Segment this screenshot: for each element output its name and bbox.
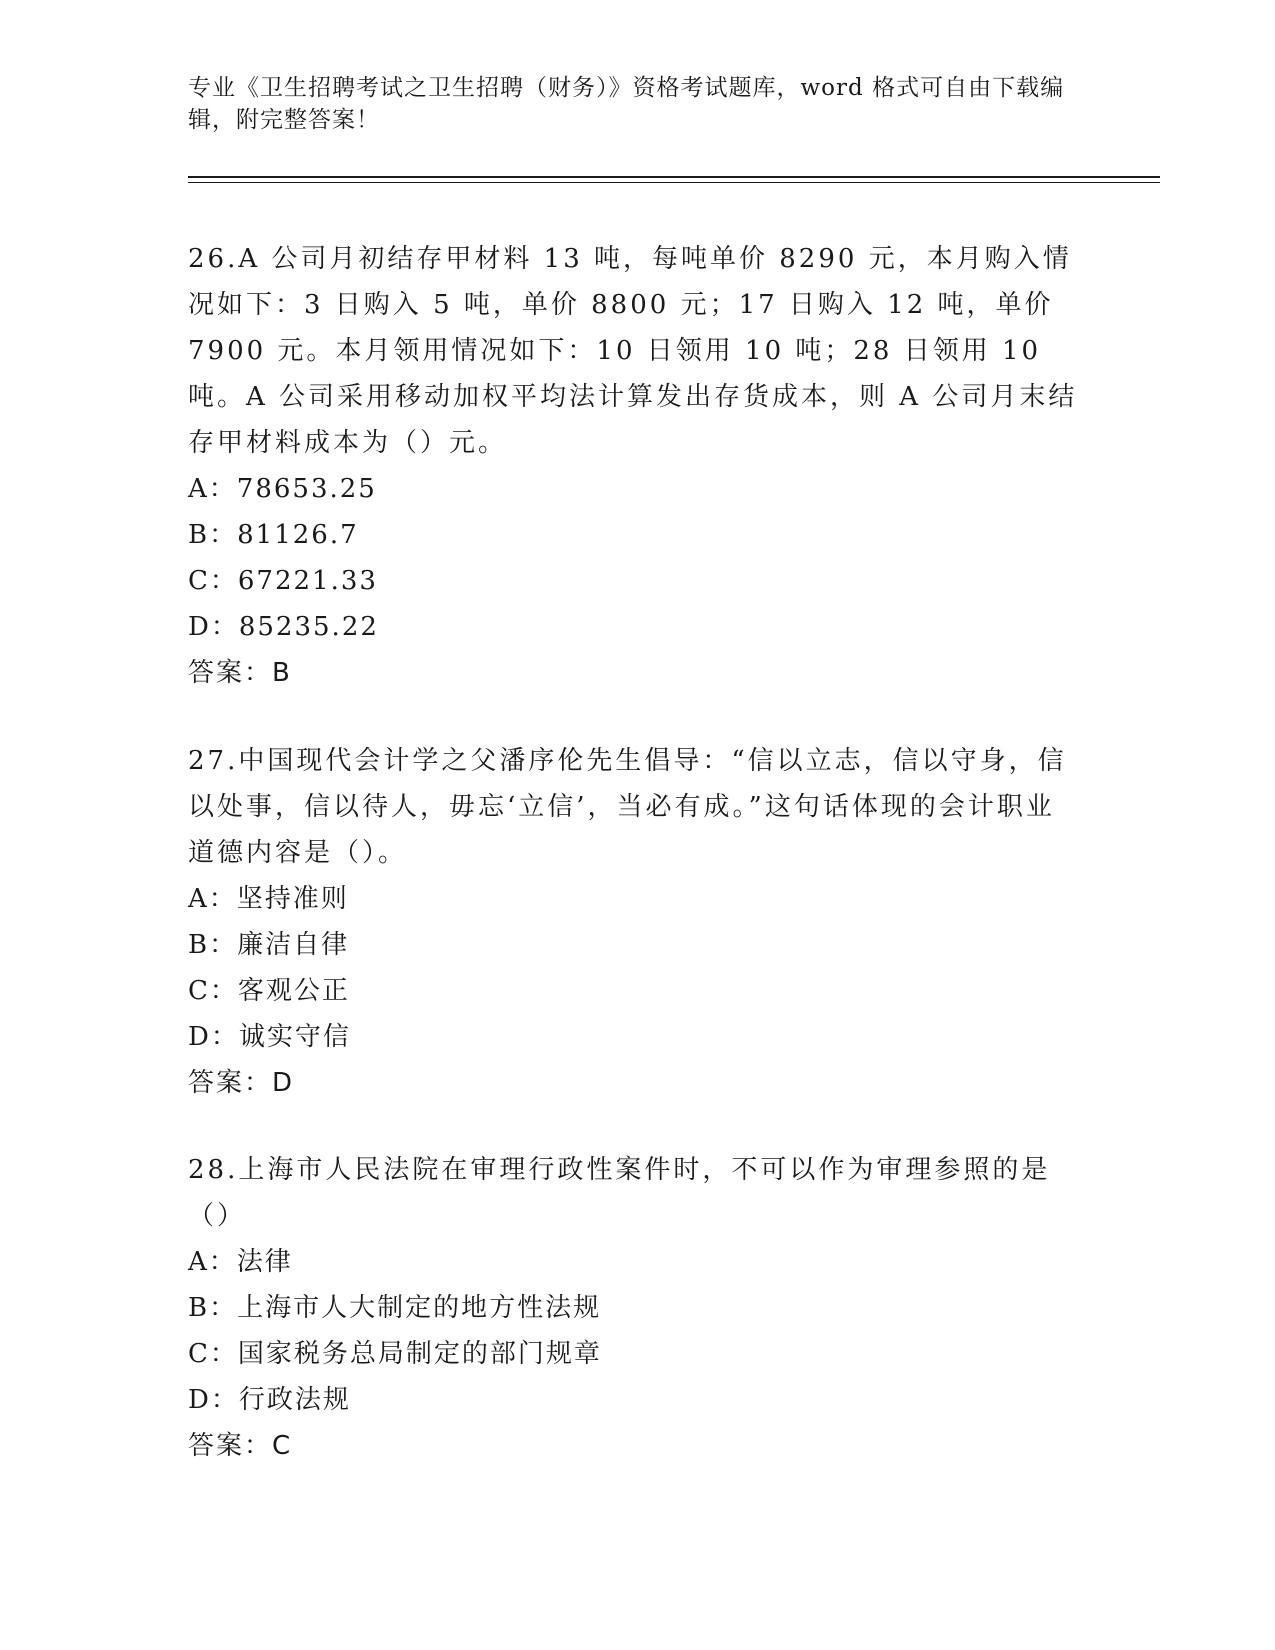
question-stem: 28.上海市人民法院在审理行政性案件时，不可以作为审理参照的是（） [188,1155,1051,1231]
option-d: D：85235.22 [188,612,379,642]
option-a: A：法律 [188,1247,293,1277]
question-stem: 27.中国现代会计学之父潘序伦先生倡导：“信以立志，信以守身，信以处事，信以待人，毋忘‘立信’，当必有成。”这句话体现的会计职业道德内容是（）。 [188,746,1067,868]
question-28 [188,1147,1078,1469]
option-d: D：诚实守信 [188,1022,351,1052]
option-a: A：坚持准则 [188,884,349,914]
header-divider-top [188,176,1160,178]
option-b: B：廉洁自律 [188,930,350,960]
option-d: D：行政法规 [188,1385,351,1415]
header-divider-bottom [188,182,1160,183]
question-27 [188,738,1078,1106]
option-c: C：国家税务总局制定的部门规章 [188,1339,602,1369]
answer-line: 答案：B [188,658,292,688]
option-c: C：67221.33 [188,566,378,596]
option-b: B：81126.7 [188,520,359,550]
option-b: B：上海市人大制定的地方性法规 [188,1293,602,1323]
answer-line: 答案：D [188,1068,295,1098]
answer-line: 答案：C [188,1431,293,1461]
question-26 [188,236,1078,696]
option-a: A：78653.25 [188,474,377,504]
question-stem: 26.A 公司月初结存甲材料 13 吨，每吨单价 8290 元，本月购入情况如下：3 日购入 5 吨，单价 8800 元；17 日购入 12 吨，单价 7900 元。本月领用情况如下：10 日领用 10 吨；28 日领用 10 吨。A 公司采用移动加权平均法计算发出存货成本，则 A 公司月末结存甲材料成本为（）元。 [188,244,1078,458]
document-header: 专业《卫生招聘考试之卫生招聘（财务）》资格考试题库，word 格式可自由下载编辑，附完整答案！ [188,75,1065,133]
option-c: C：客观公正 [188,976,350,1006]
